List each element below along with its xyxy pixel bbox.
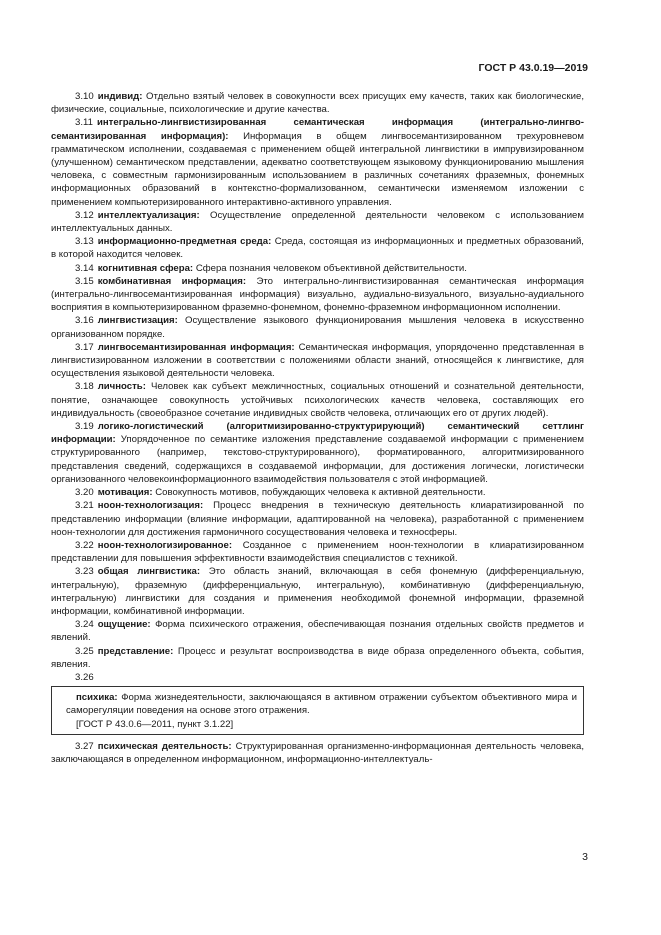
entry-number: 3.23 (75, 566, 94, 578)
document-body (51, 90, 584, 766)
entry-text: Осуществление определенной деятельности человеком с использованием интеллектуальных данных. (51, 209, 584, 235)
entry-number: 3.21 (75, 500, 94, 512)
entry-term: лингвосемантизированная информация: (97, 341, 295, 353)
entry-number: 3.25 (75, 645, 94, 657)
definition-entry (51, 539, 584, 565)
definition-entry (51, 499, 584, 539)
definition-entry (51, 275, 584, 315)
entry-text: Форма жизнедеятельности, заключающаяся в активном отражении субъектом объективного мира и саморегуляции поведения на основе этого отражения. (66, 692, 577, 717)
entry-term: лингвистизация: (97, 315, 178, 327)
quoted-definition (66, 691, 577, 717)
definition-entry (51, 235, 584, 261)
term-list (51, 90, 584, 671)
definition-reference: [ГОСТ Р 43.0.6—2011, пункт 3.1.22] (76, 718, 234, 730)
entry-text: Это область знаний, включающая в себя фонемную (дифференциальную, интегральную), фраземную (дифференциальную, интегральную), комбинативную (дифференциальную, интегральную) лингвистики для создания и применения необходимой фонемной информации, фраземной информации, комбинативной информации. (51, 566, 584, 617)
definition-entry (51, 116, 584, 208)
entry-term: личность: (97, 381, 146, 393)
entry-term: индивид: (97, 91, 143, 102)
entry-number: 3.27 (75, 740, 94, 752)
entry-text: Информация в общем лингвосемантизированном трехуровневом грамматическом исполнении, создаваемая с применением общей интегральной лингвистики в импрувизированном (улучшенном) семантическом представлении, адекватно соответствующем языковому функционированию мышления человека, с совместным гармонизированным использованием в различных сочетаниях фраземных, фонемных информационных образований в контекстно-формализованном, семантически изменяемом изложении с применением компьютеризированного интерактивно-активного управления. (51, 130, 584, 208)
definition-entry (51, 314, 584, 340)
definition-entry (51, 420, 584, 486)
entry-term: логико-логистический (алгоритмизированно-структурирующий) семантический сеттлинг информации: (51, 421, 584, 446)
entry-number: 3.14 (75, 262, 94, 274)
definition-entry (51, 618, 584, 644)
entry-text: Процесс и результат воспроизводства в виде образа определенного объекта, события, явления. (51, 645, 584, 670)
definition-entry (51, 486, 584, 499)
entry-number: 3.11 (75, 117, 93, 129)
entry-text: Это интегрально-лингвистизированная семантическая информация (интегрально-лингвосемантизированная информация) визуально, аудиально-визуального, визуально-аудиального восприятия в компьютеризированном фраземно-фонемном, фонемно-фраземном информационном исполнении. (51, 275, 584, 314)
entry-number: 3.10 (75, 91, 94, 102)
entry-term: когнитивная сфера: (97, 262, 194, 274)
document-header: ГОСТ Р 43.0.19—2019 (478, 62, 588, 74)
entry-number: 3.18 (75, 381, 94, 393)
entry-text: Осуществление языкового функционирования мышления человека в искусственно организованном порядке. (51, 315, 584, 340)
entry-number-only: 3.26 (75, 671, 94, 683)
entry-text: Созданное с применением ноон-технологии в клиаратизированном представлении для повышения эффективности взаимодействия специалистов с техникой. (51, 539, 584, 565)
entry-text: Среда, состоящая из информационных и предметных образований, в которой находится человек. (51, 236, 584, 261)
entry-term: комбинативная информация: (97, 275, 247, 287)
entry-text: Семантическая информация, упорядоченно представленная в лингвистизированном изложении в соответствии с положениями области знаний, относящейся к лингвистике, для осуществления языковой деятельности человека. (51, 341, 584, 380)
definition-entry (51, 209, 584, 235)
entry-term: общая лингвистика: (97, 566, 201, 578)
entry-term: психика: (76, 692, 118, 704)
entry-number: 3.17 (75, 341, 94, 353)
entry-number: 3.22 (75, 539, 94, 551)
definition-entry (51, 740, 584, 766)
entry-number: 3.24 (75, 619, 94, 631)
entry-text: Отдельно взятый человек в совокупности всех присущих ему качеств, таких как биологические, физические, социальные, психологические и другие качества. (51, 91, 584, 116)
entry-text: Совокупность мотивов, побуждающих человека к активной деятельности. (155, 487, 486, 499)
entry-text: Сфера познания человеком объективной действительности. (195, 262, 467, 274)
entry-text: Структурированная организменно-информационная деятельность человека, заключающаяся в определенном информационном, информационно-интеллектуаль- (51, 740, 584, 765)
definition-entry (51, 90, 584, 116)
entry-number: 3.12 (75, 209, 94, 221)
entry-number: 3.19 (75, 421, 94, 433)
entry-term: ноон-технологизированное: (97, 539, 233, 551)
entry-text: Процесс внедрения в техническую деятельность клиаратизированной по представлению информации (влияние информации, адаптированной на человека), разработанной с применением ноон-технологии для достижения гармоничного сосуществования человека и техносферы. (51, 500, 584, 538)
entry-text: Человек как субъект межличностных, социальных отношений и сознательной деятельности, понятие, означающее совокупность устойчивых психологических качеств человека, составляющих его индивидуальность (своеобразное сочетание индивидных свойств человека, отличающих его от других людей). (51, 381, 585, 419)
entry-term: интеллектуализация: (97, 209, 200, 221)
entry-text: Упорядоченное по семантике изложения представление создаваемой информации с применением структурированного (например, текстово-структурированного), форматированного, алгоритмизированного представления сведений, содержащихся в создаваемой информации, для достижения логически, логистически организованного человекоинформационного взаимодействия пользователя с этой информацией. (51, 434, 584, 485)
entry-number: 3.13 (75, 236, 94, 248)
definition-entry (51, 645, 584, 671)
entry-number: 3.20 (75, 487, 94, 499)
definition-entry (51, 341, 584, 381)
entry-text: Форма психического отражения, обеспечивающая познания отдельных свойств предметов и явлений. (51, 619, 584, 644)
entry-number: 3.15 (75, 275, 94, 287)
entry-term: представление: (97, 645, 174, 657)
entry-term: ощущение: (97, 619, 151, 631)
entry-term: психическая деятельность: (97, 740, 232, 752)
definition-entry (51, 262, 584, 275)
entry-term: интегрально-лингвистизированная семантическая информация (интегрально-лингвосемантизированная информация): (51, 117, 584, 142)
definition-entry (51, 565, 584, 618)
entry-term: информационно-предметная среда: (97, 236, 272, 248)
entry-number: 3.16 (75, 315, 94, 327)
entry-term: ноон-технологизация: (97, 500, 204, 512)
definition-entry (51, 380, 584, 420)
quoted-definition-box (51, 686, 584, 735)
page-number: 3 (582, 851, 588, 863)
entry-term: мотивация: (97, 487, 153, 499)
